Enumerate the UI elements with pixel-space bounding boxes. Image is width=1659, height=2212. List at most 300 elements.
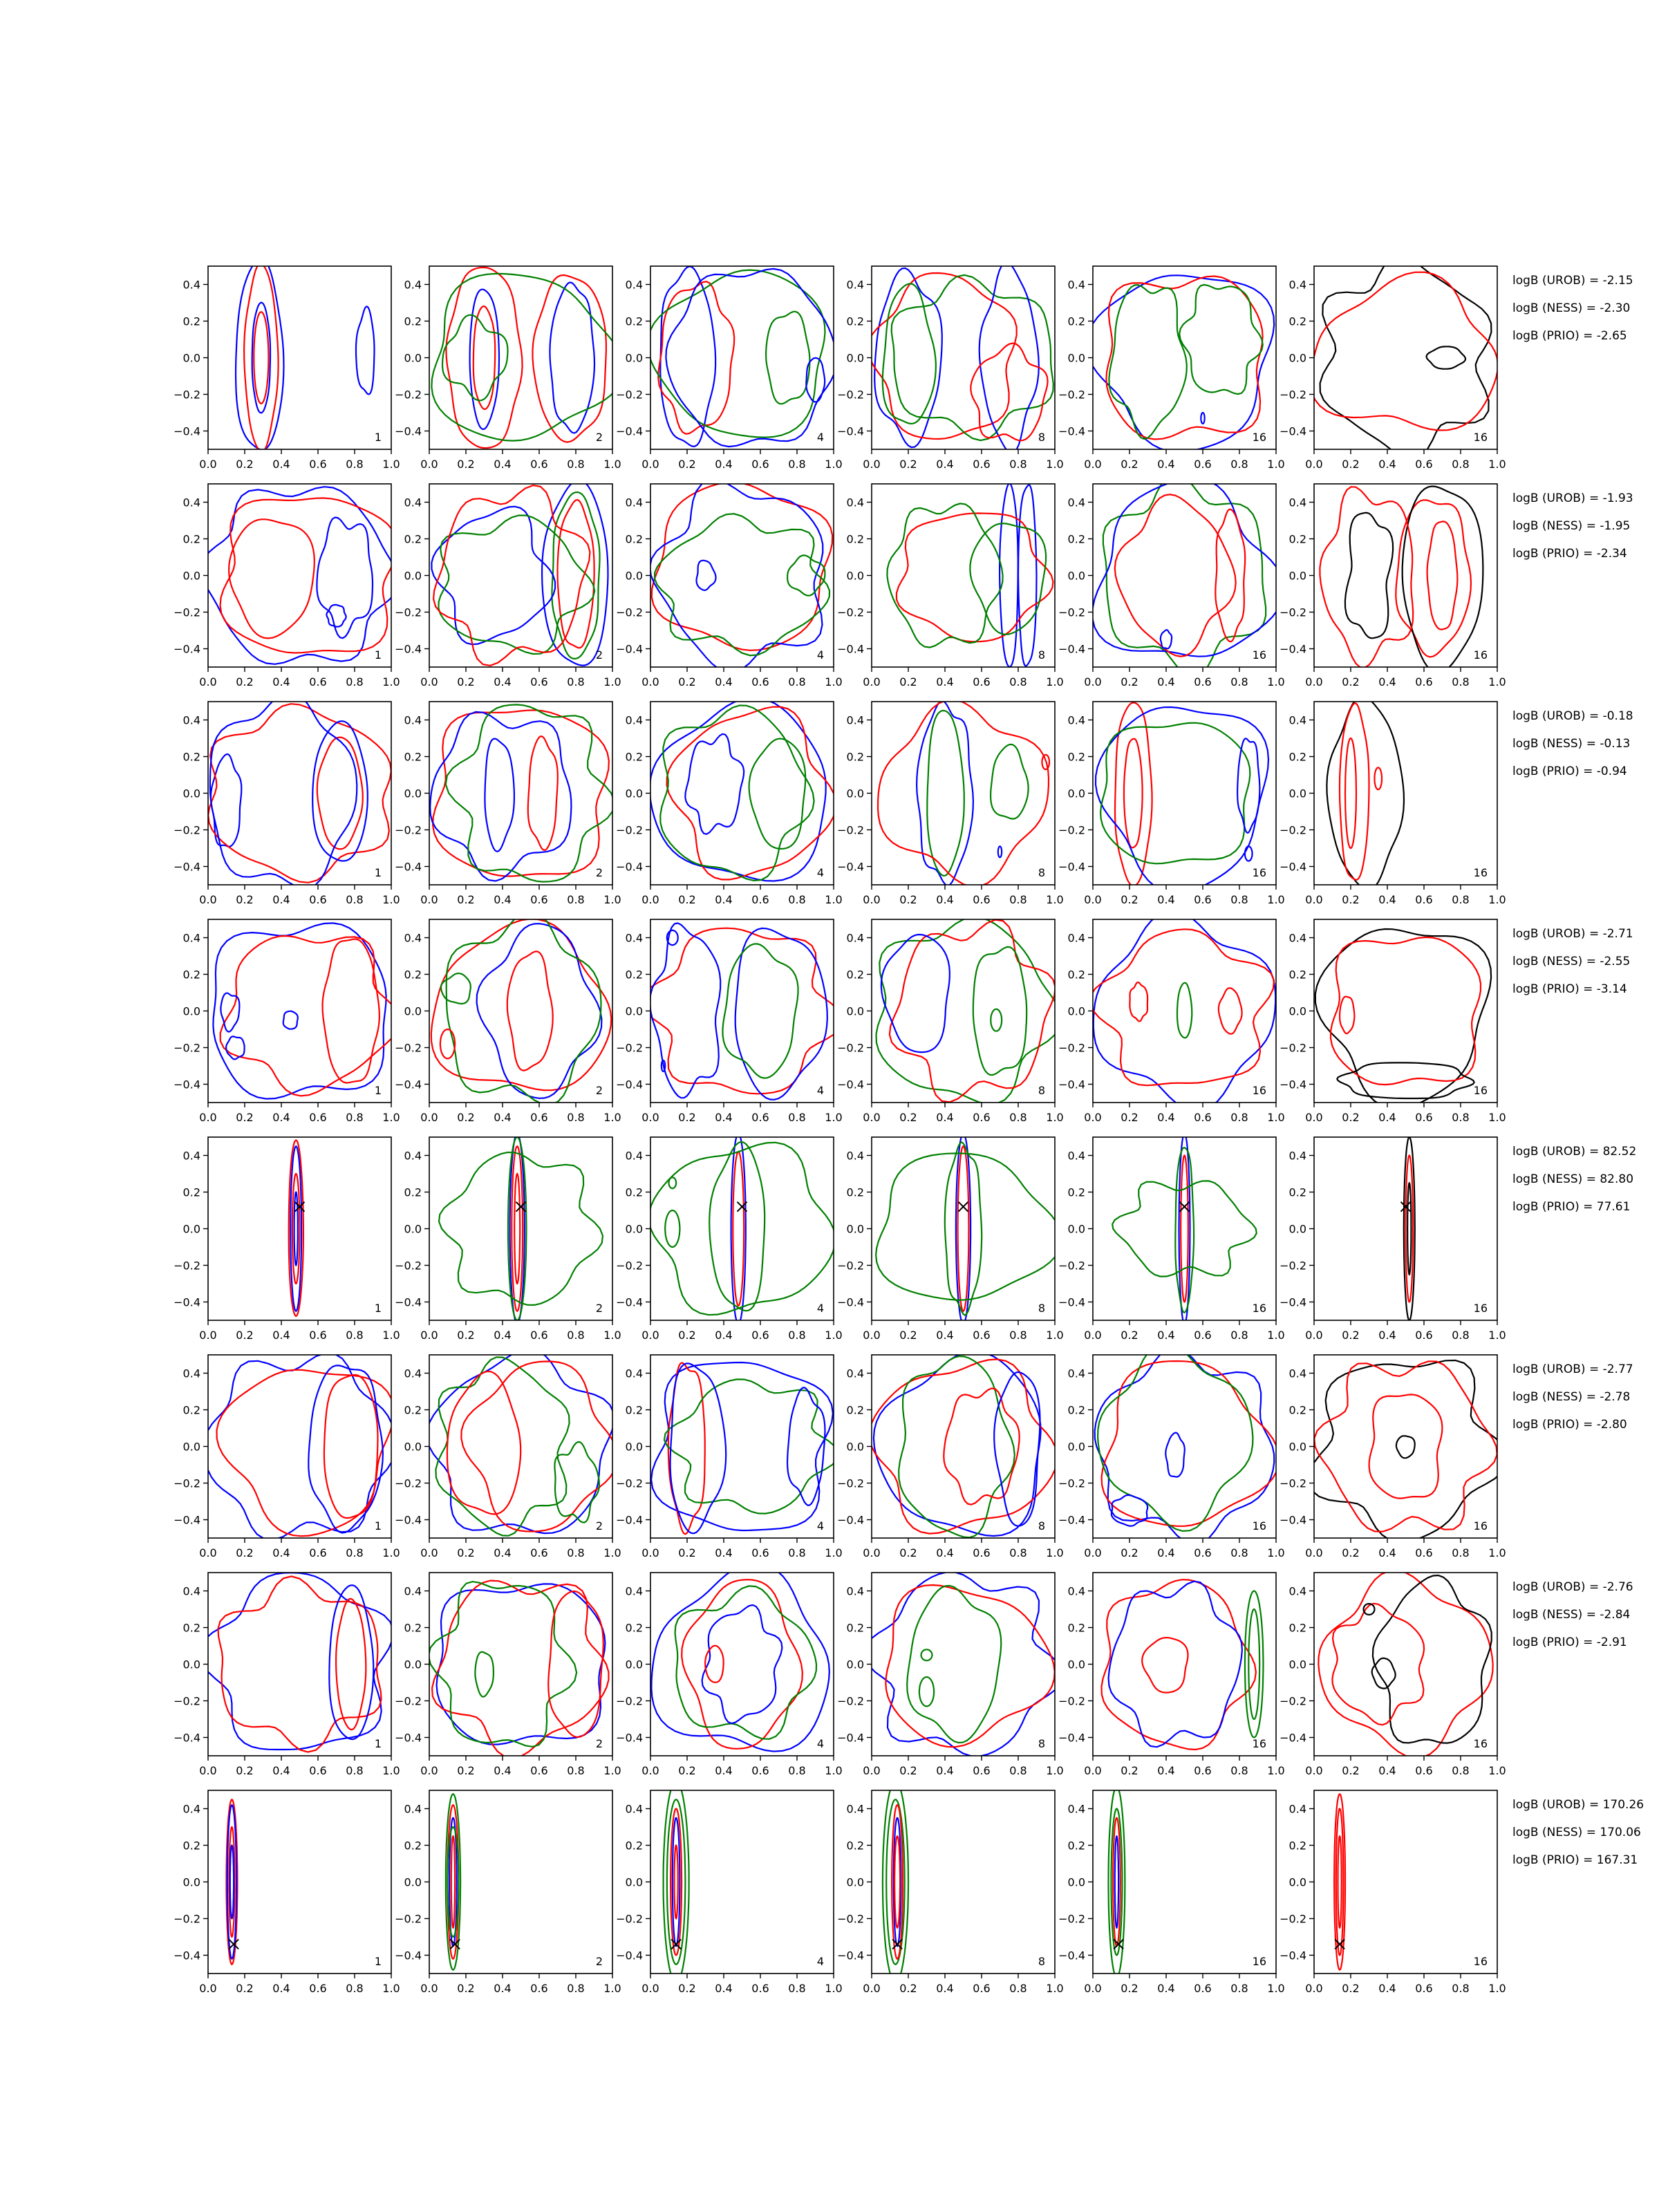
- y-tick-label: 0.2: [404, 1403, 422, 1417]
- x-tick-label: 1.0: [1267, 458, 1285, 471]
- x-tick-label: 1.0: [382, 675, 400, 688]
- logb-annotation: logB (PRIO) = -3.14: [1512, 982, 1627, 996]
- x-tick-label: 0.0: [199, 1546, 217, 1559]
- y-tick-label: 0.0: [182, 787, 200, 800]
- x-tick-label: 0.8: [788, 1329, 806, 1342]
- y-tick-label: 0.4: [1067, 1367, 1085, 1380]
- y-tick-label: 0.2: [182, 968, 200, 982]
- y-tick-label: 0.4: [1067, 1584, 1085, 1598]
- x-tick-label: 0.2: [1121, 893, 1138, 906]
- x-tick-label: 0.0: [1305, 1982, 1323, 1995]
- blue-contour: [1018, 485, 1037, 666]
- y-tick-label: 0.4: [404, 1584, 422, 1598]
- x-tick-label: 1.0: [1267, 675, 1285, 688]
- green-contour: [1175, 1147, 1194, 1313]
- panel-label: 16: [1252, 1084, 1266, 1097]
- axes-frame: [1093, 919, 1276, 1103]
- x-tick-label: 0.4: [715, 1111, 733, 1124]
- y-tick-label: −0.4: [837, 1513, 864, 1527]
- x-tick-label: 0.8: [1452, 1329, 1470, 1342]
- contour-group: [883, 1781, 908, 1983]
- y-tick-label: 0.2: [404, 750, 422, 764]
- y-tick-label: 0.4: [625, 1149, 643, 1163]
- x-tick-label: 0.2: [236, 1546, 254, 1559]
- panel-r7-c2: [395, 1573, 621, 1777]
- panel-label: 16: [1473, 866, 1488, 879]
- x-tick-label: 0.0: [1084, 458, 1102, 471]
- contour-group: [1327, 696, 1404, 890]
- contour-group: [1315, 929, 1491, 1109]
- y-tick-label: 0.4: [404, 1367, 422, 1380]
- x-tick-label: 0.6: [1415, 675, 1433, 688]
- panel-label: 8: [1038, 866, 1045, 879]
- contour-group: [650, 698, 836, 881]
- y-tick-label: 0.4: [1067, 278, 1085, 292]
- blue-contour: [697, 561, 716, 590]
- logb-annotation: logB (NESS) = 82.80: [1512, 1172, 1634, 1186]
- y-tick-label: 0.4: [846, 931, 864, 945]
- y-tick-label: −0.2: [395, 606, 422, 619]
- x-tick-label: 0.0: [420, 1764, 438, 1777]
- logb-annotation: logB (NESS) = -0.13: [1512, 737, 1631, 751]
- panel-label: 2: [595, 1084, 603, 1097]
- x-tick-label: 0.2: [678, 1764, 696, 1777]
- panel-r3-c5: [1058, 702, 1285, 906]
- x-tick-label: 0.6: [1194, 1111, 1212, 1124]
- logb-annotation: logB (PRIO) = 167.31: [1512, 1853, 1638, 1867]
- x-tick-label: 0.4: [936, 675, 954, 688]
- x-tick-label: 0.0: [199, 1329, 217, 1342]
- y-tick-label: −0.2: [174, 388, 200, 402]
- axes-frame: [1093, 484, 1276, 667]
- y-tick-label: 0.0: [846, 1875, 864, 1889]
- axes-frame: [872, 1355, 1055, 1538]
- panel-r5-c5: [1058, 1134, 1285, 1342]
- y-tick-label: −0.2: [1058, 823, 1085, 837]
- contour-group: [431, 268, 623, 448]
- x-tick-label: 0.0: [1084, 675, 1102, 688]
- panel-r1-c3: [616, 266, 843, 471]
- panel-r1-c2: [395, 266, 624, 471]
- y-tick-label: 0.0: [1067, 787, 1085, 800]
- x-tick-label: 0.0: [641, 1546, 659, 1559]
- x-tick-label: 0.2: [899, 1546, 917, 1559]
- blue-contour: [864, 1572, 1063, 1756]
- panel-r3-c4: [837, 700, 1064, 906]
- y-tick-label: −0.4: [174, 860, 200, 874]
- x-tick-label: 1.0: [1267, 1111, 1285, 1124]
- y-tick-label: −0.2: [616, 1477, 643, 1490]
- x-tick-label: 0.4: [494, 1329, 512, 1342]
- panel-label: 4: [816, 648, 824, 662]
- red-contour: [1311, 272, 1498, 431]
- y-tick-label: 0.0: [404, 1440, 422, 1454]
- red-contour: [558, 500, 594, 648]
- panel-label: 1: [374, 866, 382, 879]
- green-contour: [709, 1142, 765, 1311]
- panel-label: 16: [1473, 431, 1488, 444]
- logb-annotation: logB (NESS) = -2.84: [1512, 1608, 1631, 1622]
- y-tick-label: −0.2: [395, 1041, 422, 1055]
- y-tick-label: 0.0: [846, 351, 864, 365]
- x-tick-label: 0.2: [899, 1329, 917, 1342]
- panel-label: 16: [1473, 1737, 1488, 1750]
- red-contour: [336, 1599, 366, 1730]
- panel-label: 16: [1252, 1955, 1266, 1968]
- x-tick-label: 0.6: [1415, 458, 1433, 471]
- x-tick-label: 0.2: [1342, 1764, 1360, 1777]
- contour-group: [1308, 1360, 1507, 1542]
- y-tick-label: 0.2: [1288, 532, 1306, 546]
- blue-contour: [1094, 911, 1275, 1110]
- x-tick-label: 0.8: [1452, 458, 1470, 471]
- x-tick-label: 0.0: [863, 1546, 881, 1559]
- x-tick-label: 0.6: [1415, 1329, 1433, 1342]
- x-tick-label: 0.0: [1084, 1329, 1102, 1342]
- y-tick-label: −0.4: [837, 1731, 864, 1745]
- contour-group: [1334, 1794, 1345, 1969]
- x-tick-label: 0.8: [1009, 1111, 1027, 1124]
- contour-group: [1092, 475, 1284, 676]
- x-tick-label: 0.6: [530, 675, 548, 688]
- y-tick-label: 0.2: [1288, 1403, 1306, 1417]
- y-tick-label: −0.4: [1058, 424, 1085, 438]
- black-contour: [1427, 346, 1465, 368]
- y-tick-label: −0.2: [837, 1912, 864, 1926]
- y-tick-label: 0.4: [1067, 931, 1085, 945]
- y-tick-label: 0.0: [846, 1658, 864, 1671]
- x-tick-label: 0.6: [530, 1111, 548, 1124]
- panel-label: 2: [595, 1519, 603, 1533]
- green-contour: [441, 973, 471, 1004]
- x-tick-label: 0.6: [309, 1764, 327, 1777]
- red-contour: [733, 1152, 744, 1306]
- x-tick-label: 0.2: [236, 1329, 254, 1342]
- y-tick-label: 0.4: [625, 496, 643, 509]
- x-tick-label: 1.0: [825, 1329, 843, 1342]
- y-tick-label: −0.4: [616, 860, 643, 874]
- x-tick-label: 0.6: [530, 1546, 548, 1559]
- x-tick-label: 0.6: [973, 1546, 991, 1559]
- x-tick-label: 0.0: [1305, 458, 1323, 471]
- contour-group: [213, 923, 399, 1098]
- green-contour: [1103, 475, 1266, 676]
- red-contour: [1314, 1361, 1497, 1531]
- logb-annotation: logB (UROB) = -2.76: [1512, 1580, 1633, 1594]
- x-tick-label: 1.0: [825, 1111, 843, 1124]
- x-marker: [959, 1202, 968, 1212]
- red-contour: [1427, 521, 1458, 629]
- x-tick-label: 0.0: [420, 893, 438, 906]
- x-tick-label: 0.0: [1305, 1764, 1323, 1777]
- panel-r3-c6: [1280, 696, 1506, 906]
- y-tick-label: 0.2: [846, 750, 864, 764]
- contour-group: [1090, 911, 1275, 1110]
- x-tick-label: 0.8: [567, 1111, 585, 1124]
- y-tick-label: 0.4: [846, 278, 864, 292]
- x-tick-label: 0.8: [346, 1111, 364, 1124]
- x-tick-label: 0.2: [457, 1764, 475, 1777]
- x-tick-label: 0.0: [420, 1546, 438, 1559]
- y-tick-label: 0.2: [625, 1185, 643, 1199]
- contour-group: [1318, 1571, 1492, 1758]
- contour-group: [887, 483, 1053, 666]
- x-tick-label: 0.4: [1157, 1764, 1175, 1777]
- contour-group: [1311, 256, 1498, 458]
- x-tick-label: 1.0: [1267, 1764, 1285, 1777]
- blue-contour: [477, 924, 602, 1098]
- red-contour: [431, 919, 612, 1091]
- green-contour: [991, 1009, 1002, 1031]
- y-tick-label: −0.2: [1058, 388, 1085, 402]
- y-tick-label: −0.2: [174, 1912, 200, 1926]
- y-tick-label: −0.4: [616, 1513, 643, 1527]
- red-contour: [317, 738, 363, 850]
- x-tick-label: 1.0: [603, 1982, 621, 1995]
- blue-contour: [283, 1011, 298, 1029]
- x-tick-label: 0.4: [1378, 1982, 1396, 1995]
- y-tick-label: −0.4: [1058, 1731, 1085, 1745]
- x-tick-label: 0.6: [751, 1982, 769, 1995]
- contour-group: [648, 266, 836, 447]
- green-contour: [1179, 285, 1263, 394]
- y-tick-label: −0.4: [1280, 860, 1306, 874]
- y-tick-label: 0.0: [846, 1440, 864, 1454]
- y-tick-label: 0.4: [182, 1584, 200, 1598]
- panel-r8-c5: [1058, 1787, 1285, 1995]
- y-tick-label: 0.2: [846, 1839, 864, 1853]
- panel-label: 4: [816, 1084, 824, 1097]
- y-tick-label: 0.4: [1288, 1367, 1306, 1380]
- red-contour: [944, 1388, 1019, 1504]
- axes-frame: [429, 1573, 612, 1756]
- x-tick-label: 0.0: [863, 458, 881, 471]
- contour-group: [1112, 1134, 1257, 1324]
- y-tick-label: 0.2: [182, 315, 200, 328]
- panel-label: 8: [1038, 648, 1045, 662]
- y-tick-label: 0.0: [1288, 1222, 1306, 1236]
- y-tick-label: 0.0: [1288, 1658, 1306, 1671]
- x-tick-label: 1.0: [1046, 1764, 1064, 1777]
- x-tick-label: 0.6: [530, 1329, 548, 1342]
- x-tick-label: 0.0: [641, 1982, 659, 1995]
- axes-frame: [429, 702, 612, 885]
- blue-contour: [1087, 275, 1274, 451]
- x-tick-label: 0.8: [567, 458, 585, 471]
- y-tick-label: −0.2: [616, 606, 643, 619]
- x-tick-label: 0.2: [236, 1764, 254, 1777]
- panel-label: 1: [374, 1302, 382, 1315]
- green-contour: [927, 711, 964, 876]
- y-tick-label: −0.4: [616, 1949, 643, 1962]
- y-tick-label: −0.2: [395, 1259, 422, 1273]
- y-tick-label: −0.4: [395, 642, 422, 656]
- x-tick-label: 0.0: [1305, 675, 1323, 688]
- x-tick-label: 0.0: [641, 1329, 659, 1342]
- y-tick-label: 0.0: [182, 1658, 200, 1671]
- y-tick-label: −0.4: [395, 424, 422, 438]
- x-tick-label: 1.0: [1267, 1982, 1285, 1995]
- y-tick-label: 0.4: [404, 278, 422, 292]
- y-tick-label: 0.2: [1288, 1621, 1306, 1635]
- red-contour: [440, 1029, 455, 1058]
- y-tick-label: −0.4: [837, 1078, 864, 1091]
- x-tick-label: 0.6: [309, 458, 327, 471]
- x-tick-label: 0.0: [641, 675, 659, 688]
- contour-group: [877, 917, 1061, 1104]
- contour-group: [1095, 1344, 1279, 1545]
- panel-r6-c2: [395, 1349, 621, 1559]
- x-tick-label: 1.0: [1488, 675, 1506, 688]
- panel-label: 8: [1038, 1955, 1045, 1968]
- x-tick-label: 0.4: [1157, 1111, 1175, 1124]
- contour-group: [870, 1351, 1057, 1537]
- green-contour: [1098, 1344, 1253, 1531]
- y-tick-label: −0.4: [1280, 1949, 1306, 1962]
- y-tick-label: −0.4: [837, 424, 864, 438]
- red-contour: [958, 1146, 969, 1311]
- blue-contour: [211, 754, 241, 847]
- panel-r1-c6: [1280, 256, 1506, 471]
- x-tick-label: 0.6: [973, 893, 991, 906]
- black-contour: [1327, 696, 1404, 890]
- y-tick-label: 0.2: [404, 1839, 422, 1853]
- panel-label: 2: [595, 1302, 603, 1315]
- contour-group: [431, 911, 612, 1105]
- logb-annotation: logB (UROB) = -0.18: [1512, 709, 1633, 723]
- y-tick-label: −0.4: [1280, 424, 1306, 438]
- blue-contour: [1092, 478, 1284, 657]
- panel-r6-c4: [837, 1351, 1064, 1559]
- contour-group: [878, 700, 1049, 886]
- panel-label: 4: [816, 866, 824, 879]
- x-tick-label: 0.6: [309, 1329, 327, 1342]
- x-tick-label: 0.8: [1452, 1111, 1470, 1124]
- panel-label: 1: [374, 1737, 382, 1750]
- x-tick-label: 0.6: [1194, 893, 1212, 906]
- green-contour: [945, 1142, 982, 1315]
- x-tick-label: 0.0: [863, 675, 881, 688]
- y-tick-label: −0.2: [1280, 1041, 1306, 1055]
- x-tick-label: 0.6: [1194, 458, 1212, 471]
- x-tick-label: 0.0: [863, 1764, 881, 1777]
- x-tick-label: 0.8: [1230, 1111, 1248, 1124]
- y-tick-label: −0.4: [1058, 1295, 1085, 1309]
- y-tick-label: −0.2: [616, 1912, 643, 1926]
- axes-frame: [650, 484, 834, 667]
- x-tick-label: 0.2: [236, 893, 254, 906]
- x-tick-label: 0.6: [1415, 1546, 1433, 1559]
- y-tick-label: −0.4: [174, 1949, 200, 1962]
- y-tick-label: −0.2: [1058, 1694, 1085, 1708]
- x-tick-label: 0.2: [457, 893, 475, 906]
- y-tick-label: 0.0: [625, 1004, 643, 1018]
- x-tick-label: 0.6: [1415, 1764, 1433, 1777]
- blue-contour: [230, 1846, 234, 1919]
- red-contour: [1142, 1638, 1188, 1693]
- y-tick-label: 0.0: [404, 1004, 422, 1018]
- red-contour: [433, 485, 590, 666]
- y-tick-label: 0.2: [625, 968, 643, 982]
- x-tick-label: 1.0: [382, 1982, 400, 1995]
- x-tick-label: 0.6: [309, 1546, 327, 1559]
- x-tick-label: 0.4: [1157, 1329, 1175, 1342]
- contour-group: [430, 704, 615, 881]
- green-contour: [970, 523, 1046, 635]
- x-tick-label: 0.4: [1378, 458, 1396, 471]
- x-tick-label: 0.6: [973, 675, 991, 688]
- x-tick-label: 0.0: [199, 458, 217, 471]
- x-tick-label: 0.8: [788, 1546, 806, 1559]
- y-tick-label: 0.0: [404, 1658, 422, 1671]
- y-tick-label: 0.0: [625, 1440, 643, 1454]
- y-tick-label: 0.4: [846, 1584, 864, 1598]
- x-tick-label: 0.6: [309, 1982, 327, 1995]
- x-tick-label: 0.8: [567, 893, 585, 906]
- x-tick-label: 0.6: [751, 1111, 769, 1124]
- red-contour: [528, 736, 558, 850]
- red-contour: [221, 936, 399, 1096]
- y-tick-label: 0.4: [625, 713, 643, 727]
- y-tick-label: 0.4: [404, 713, 422, 727]
- x-tick-label: 0.0: [1084, 893, 1102, 906]
- y-tick-label: −0.2: [837, 1259, 864, 1273]
- x-tick-label: 0.2: [457, 675, 475, 688]
- axes-frame: [872, 266, 1055, 449]
- y-tick-label: −0.2: [1280, 606, 1306, 619]
- x-tick-label: 0.8: [346, 675, 364, 688]
- y-tick-label: 0.0: [404, 1875, 422, 1889]
- x-tick-label: 0.0: [420, 1982, 438, 1995]
- contour-group: [227, 1799, 239, 1965]
- y-tick-label: 0.4: [1288, 931, 1306, 945]
- panel-label: 16: [1252, 1519, 1266, 1533]
- panel-label: 16: [1252, 1737, 1266, 1750]
- logb-annotation: logB (NESS) = -1.95: [1512, 519, 1631, 533]
- red-contour: [446, 268, 522, 448]
- y-tick-label: 0.0: [1288, 1004, 1306, 1018]
- x-tick-label: 1.0: [825, 458, 843, 471]
- logb-annotation: logB (NESS) = -2.30: [1512, 301, 1631, 315]
- green-contour: [667, 1799, 686, 1965]
- x-tick-label: 0.6: [1194, 1546, 1212, 1559]
- green-contour: [648, 270, 825, 438]
- blue-contour: [1165, 1433, 1185, 1477]
- red-contour: [474, 306, 495, 409]
- y-tick-label: −0.2: [174, 1694, 200, 1708]
- x-tick-label: 1.0: [1046, 1111, 1064, 1124]
- x-tick-label: 1.0: [603, 1111, 621, 1124]
- x-tick-label: 1.0: [825, 1982, 843, 1995]
- panel-label: 16: [1473, 1519, 1488, 1533]
- red-contour: [897, 514, 1053, 642]
- contour-group: [427, 1349, 617, 1536]
- blue-contour: [200, 1573, 393, 1750]
- x-tick-label: 0.4: [1157, 893, 1175, 906]
- y-tick-label: −0.2: [616, 1259, 643, 1273]
- green-contour: [919, 1677, 934, 1706]
- red-contour: [1130, 982, 1147, 1022]
- y-tick-label: 0.0: [1067, 1440, 1085, 1454]
- contour-group: [429, 1581, 609, 1759]
- x-tick-label: 0.0: [1084, 1546, 1102, 1559]
- blue-contour: [485, 739, 514, 852]
- x-tick-label: 0.2: [678, 1546, 696, 1559]
- x-tick-label: 0.8: [788, 893, 806, 906]
- x-tick-label: 0.6: [973, 458, 991, 471]
- blue-contour: [252, 303, 270, 413]
- x-tick-label: 0.8: [788, 1982, 806, 1995]
